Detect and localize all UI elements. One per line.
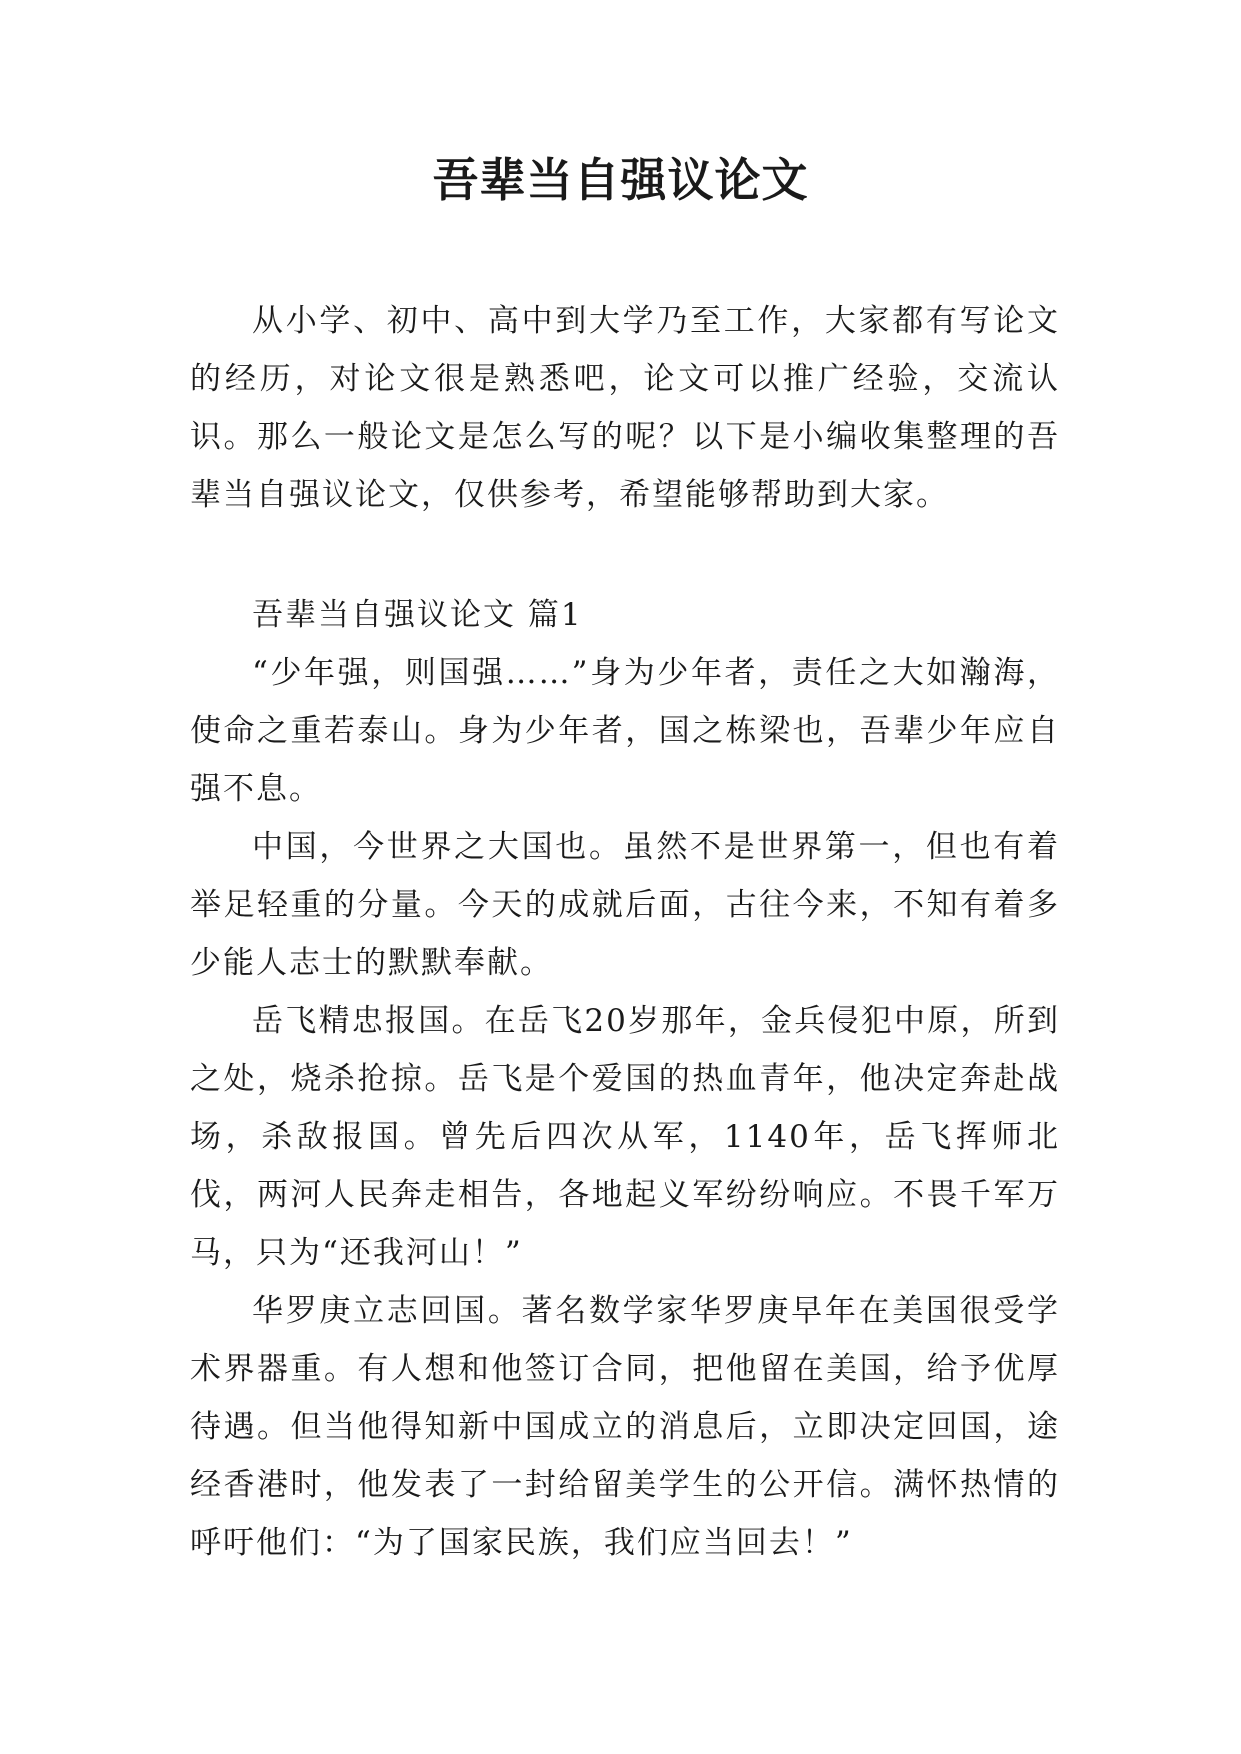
body-paragraph-3: 岳飞精忠报国。在岳飞20岁那年，金兵侵犯中原，所到之处，烧杀抢掠。岳飞是个爱国的热血青年，他决定奔赴战场，杀敌报国。曾先后四次从军，1140年，岳飞挥师北伐，两河人民奔走相告，各地起义军纷纷响应。不畏千军万马，只为“还我河山！” [190, 1003, 1060, 1271]
section-heading: 吾辈当自强议论文 篇1 [252, 597, 583, 633]
page-title: 吾辈当自强议论文 [432, 153, 809, 207]
document-body [190, 292, 1060, 1572]
body-paragraph-2: 中国，今世界之大国也。虽然不是世界第一，但也有着举足轻重的分量。今天的成就后面，古往今来，不知有着多少能人志士的默默奉献。 [190, 829, 1060, 981]
intro-paragraph: 从小学、初中、高中到大学乃至工作，大家都有写论文的经历，对论文很是熟悉吧，论文可以推广经验，交流认识。那么一般论文是怎么写的呢？以下是小编收集整理的吾辈当自强议论文，仅供参考，希望能够帮助到大家。 [190, 303, 1060, 513]
body-paragraph-1: “少年强，则国强……”身为少年者，责任之大如瀚海，使命之重若泰山。身为少年者，国之栋梁也，吾辈少年应自强不息。 [190, 655, 1060, 807]
body-paragraph-4: 华罗庚立志回国。著名数学家华罗庚早年在美国很受学术界器重。有人想和他签订合同，把他留在美国，给予优厚待遇。但当他得知新中国成立的消息后，立即决定回国，途经香港时，他发表了一封给留美学生的公开信。满怀热情的呼吁他们：“为了国家民族，我们应当回去！” [190, 1293, 1060, 1561]
